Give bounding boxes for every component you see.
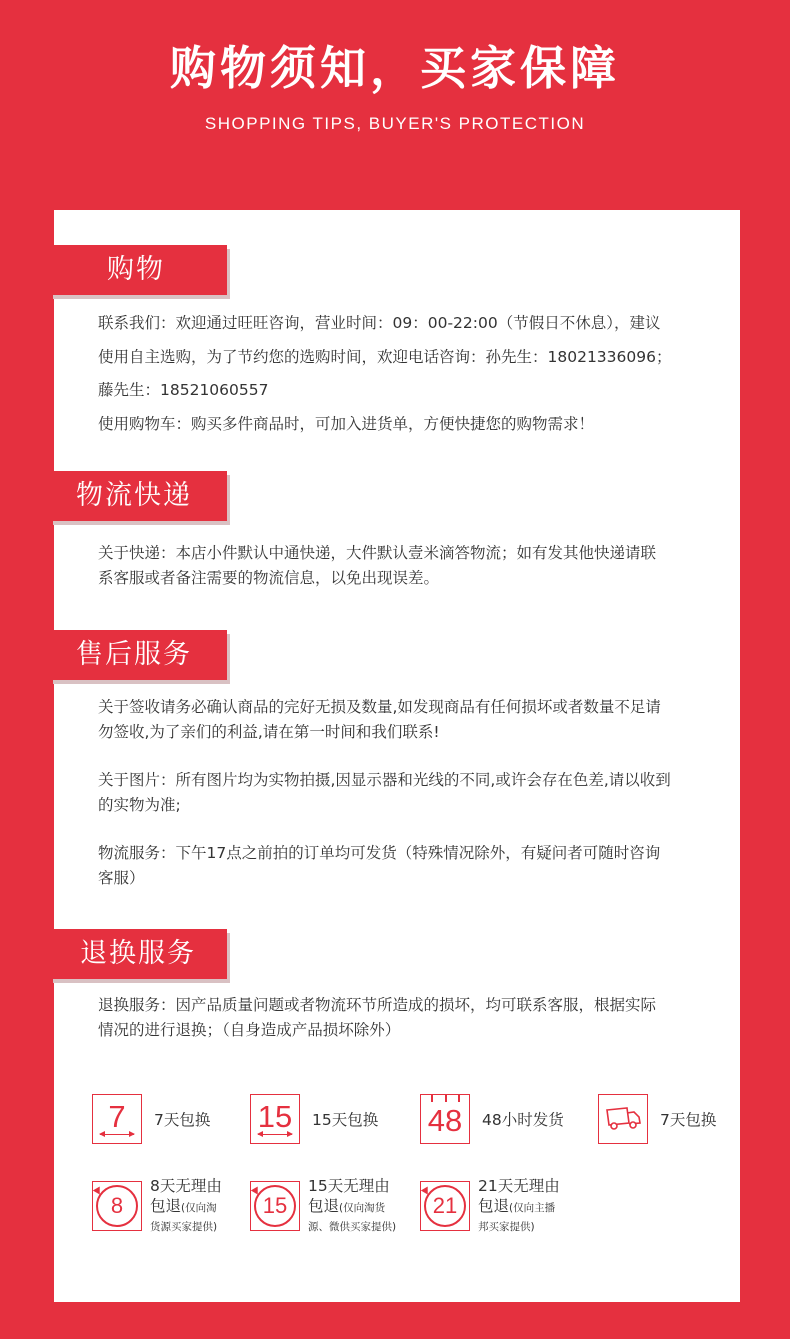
service-label: 7天包换 — [660, 1111, 717, 1129]
service-label: 7天包换 — [154, 1111, 211, 1129]
service-label: 15天包换 — [312, 1111, 379, 1129]
shopping-line: 使用自主选购，为了节约您的选购时间，欢迎电话咨询：孙先生：18021336096； — [98, 347, 672, 366]
return-label: 21天无理由 包退(仅向主播 邦买家提供) — [478, 1177, 560, 1233]
section-tag-exchange: 退换服务 — [50, 929, 227, 979]
exchange-15-icon: 15 — [250, 1094, 300, 1144]
after-sales-text — [98, 695, 728, 891]
exchange-7-icon: 7 — [92, 1094, 142, 1144]
after-sales-line: 勿签收,为了亲们的利益,请在第一时间和我们联系! — [98, 723, 440, 741]
section-tag-logistics: 物流快递 — [50, 471, 227, 521]
after-sales-line: 的实物为准; — [98, 796, 181, 814]
shopping-line: 藤先生：18521060557 — [98, 381, 269, 399]
after-sales-line: 关于签收请务必确认商品的完好无损及数量,如发现商品有任何损坏或者数量不足请 — [98, 698, 661, 716]
return-8-day — [92, 1176, 222, 1235]
page-subtitle: SHOPPING TIPS, BUYER'S PROTECTION — [204, 114, 586, 133]
after-sales-line: 关于图片：所有图片均为实物拍摄,因显示器和光线的不同,或许会存在色差,请以收到 — [98, 771, 671, 789]
shopping-line: 联系我们：欢迎通过旺旺咨询，营业时间：09：00-22:00（节假日不休息），建议 — [98, 314, 661, 332]
return-label: 8天无理由 包退(仅向淘 货源买家提供) — [150, 1177, 222, 1233]
truck-icon — [598, 1094, 648, 1144]
after-sales-line: 物流服务：下午17点之前拍的订单均可发货（特殊情况除外，有疑问者可随时咨询 — [98, 844, 661, 862]
service-7-day-exchange — [92, 1094, 210, 1144]
return-8-icon: 8 — [92, 1181, 142, 1231]
shopping-text — [98, 307, 728, 441]
service-7-day-exchange-delivery — [598, 1094, 716, 1144]
section-tag-after-sales: 售后服务 — [50, 630, 227, 680]
page-title: 购物须知，买家保障 — [170, 41, 620, 95]
return-15-icon: 15 — [250, 1181, 300, 1231]
service-15-day-exchange — [250, 1094, 378, 1144]
exchange-text — [98, 993, 728, 1043]
shipping-48-icon: 48 — [420, 1094, 470, 1144]
section-tag-shopping: 购物 — [50, 245, 227, 295]
shopping-line: 使用购物车：购买多件商品时，可加入进货单，方便快捷您的购物需求！ — [98, 414, 595, 433]
after-sales-line: 客服） — [98, 869, 145, 887]
service-label: 48小时发货 — [482, 1111, 564, 1129]
return-21-icon: 21 — [420, 1181, 470, 1231]
service-48h-shipping — [420, 1094, 564, 1144]
logistics-line: 系客服或者备注需要的物流信息，以免出现误差。 — [98, 569, 440, 587]
exchange-line: 情况的进行退换；（自身造成产品损坏除外） — [98, 1021, 401, 1039]
return-21-day — [420, 1176, 560, 1235]
exchange-line: 退换服务：因产品质量问题或者物流环节所造成的损坏，均可联系客服，根据实际 — [98, 996, 657, 1014]
return-15-day — [250, 1176, 396, 1235]
logistics-text — [98, 541, 728, 591]
return-label: 15天无理由 包退(仅向淘货 源、微供买家提供) — [308, 1177, 397, 1233]
logistics-line: 关于快递：本店小件默认中通快递，大件默认壹米滴答物流；如有发其他快递请联 — [98, 544, 657, 562]
